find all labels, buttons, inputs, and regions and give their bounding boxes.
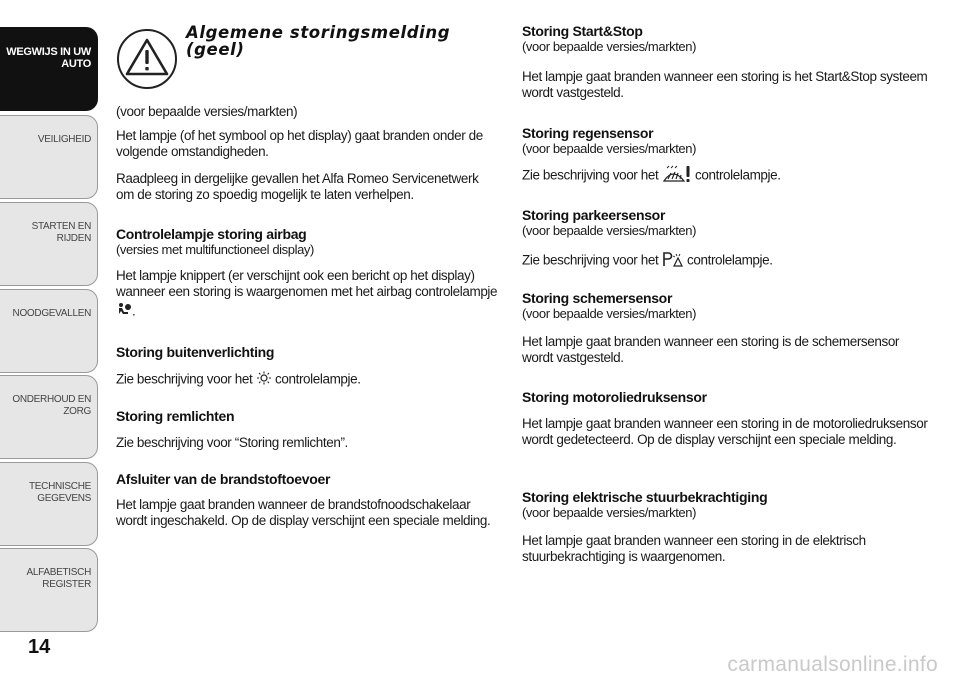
tab-label: TECHNISCHE GEGEVENS [28, 481, 91, 504]
rain-text-before: Zie beschrijving voor het [522, 167, 659, 183]
park-text-after: controlelampje. [687, 252, 773, 268]
paragraph-oil-pressure: Het lampje gaat branden wanneer een storing in de motoroliedruksensor wordt gedetecteerd. Op de display verschijnt een speciale melding. [522, 416, 928, 447]
heading-park-sensor: Storing parkeersensor [522, 207, 666, 223]
park-sensor-icon [662, 251, 684, 271]
tab-label: STARTEN EN RIJDEN [31, 221, 91, 244]
tab-label: ONDERHOUD EN ZORG [12, 394, 91, 417]
airbag-icon [116, 302, 132, 322]
heading-fuel-cutoff: Afsluiter van de brandstoftoevoer [116, 471, 331, 487]
subtitle-park-sensor: (voor bepaalde versies/markten) [522, 223, 697, 238]
tab-label: ALFABETISCH REGISTER [26, 567, 91, 590]
tab-noodgevallen[interactable] [0, 289, 98, 373]
rain-text-after: controlelampje. [695, 167, 781, 183]
paragraph-power-steering: Het lampje gaat branden wanneer een storing in de elektrisch stuurbekrachtiging is waargenomen. [522, 533, 866, 564]
heading-start-stop: Storing Start&Stop [522, 23, 643, 39]
section-title: Algemene storingsmelding (geel) [186, 23, 451, 59]
watermark: carmanualsonline.info [727, 653, 938, 676]
heading-oil-pressure: Storing motoroliedruksensor [522, 389, 707, 405]
tab-alfabetisch-register[interactable] [0, 548, 98, 632]
park-text-before: Zie beschrijving voor het [522, 252, 659, 268]
subtitle-rain-sensor: (voor bepaalde versies/markten) [522, 141, 697, 156]
subtitle-dusk-sensor: (voor bepaalde versies/markten) [522, 306, 697, 321]
tab-veiligheid[interactable] [0, 115, 98, 199]
exterior-light-icon [256, 371, 272, 389]
exterior-text-after: controlelampje. [275, 371, 361, 387]
subtitle-start-stop: (voor bepaalde versies/markten) [522, 39, 697, 54]
intro-paragraph: Het lampje (of het symbool op het display) gaat branden onder de volgende omstandigheden. [116, 128, 483, 159]
paragraph-start-stop: Het lampje gaat branden wanneer een storing is het Start&Stop systeem wordt vastgesteld. [522, 69, 928, 100]
paragraph-brake-lights: Zie beschrijving voor “Storing remlichten”. [116, 435, 348, 450]
heading-airbag: Controlelampje storing airbag [116, 226, 307, 242]
tab-wegwijs[interactable] [0, 27, 98, 111]
airbag-end: . [132, 303, 136, 319]
page-number: 14 [28, 636, 51, 658]
heading-rain-sensor: Storing regensensor [522, 125, 654, 141]
intro-paragraph: Raadpleeg in dergelijke gevallen het Alfa Romeo Servicenetwerk om de storing zo spoedig mogelijk te laten verhelpen. [116, 171, 479, 202]
tab-onderhoud-en-zorg[interactable] [0, 375, 98, 459]
heading-brake-lights: Storing remlichten [116, 408, 235, 424]
paragraph-fuel-cutoff: Het lampje gaat branden wanneer de brandstofnoodschakelaar wordt ingeschakeld. Op de display verschijnt een speciale melding. [116, 497, 491, 528]
heading-exterior-lights: Storing buitenverlichting [116, 344, 275, 360]
rain-sensor-icon [662, 165, 692, 187]
intro-subtitle: (voor bepaalde versies/markten) [116, 104, 298, 119]
heading-dusk-sensor: Storing schemersensor [522, 290, 673, 306]
exterior-text-before: Zie beschrijving voor het [116, 371, 253, 387]
tab-technische-gegevens[interactable] [0, 462, 98, 546]
subtitle-power-steering: (voor bepaalde versies/markten) [522, 505, 697, 520]
tab-label: VEILIGHEID [37, 134, 91, 145]
tab-label: NOODGEVALLEN [12, 308, 91, 319]
heading-power-steering: Storing elektrische stuurbekrachtiging [522, 489, 768, 505]
tab-starten-en-rijden[interactable] [0, 202, 98, 286]
paragraph-airbag: Het lampje knippert (er verschijnt ook een bericht op het display) wanneer een storing is waargenomen met het airbag controlelampje [116, 268, 498, 299]
tab-label: WEGWIJS IN UW AUTO [6, 46, 91, 70]
subtitle-airbag: (versies met multifunctioneel display) [116, 242, 314, 257]
warning-triangle-icon [116, 28, 178, 90]
paragraph-dusk-sensor: Het lampje gaat branden wanneer een storing is de schemersensor wordt vastgesteld. [522, 334, 900, 365]
